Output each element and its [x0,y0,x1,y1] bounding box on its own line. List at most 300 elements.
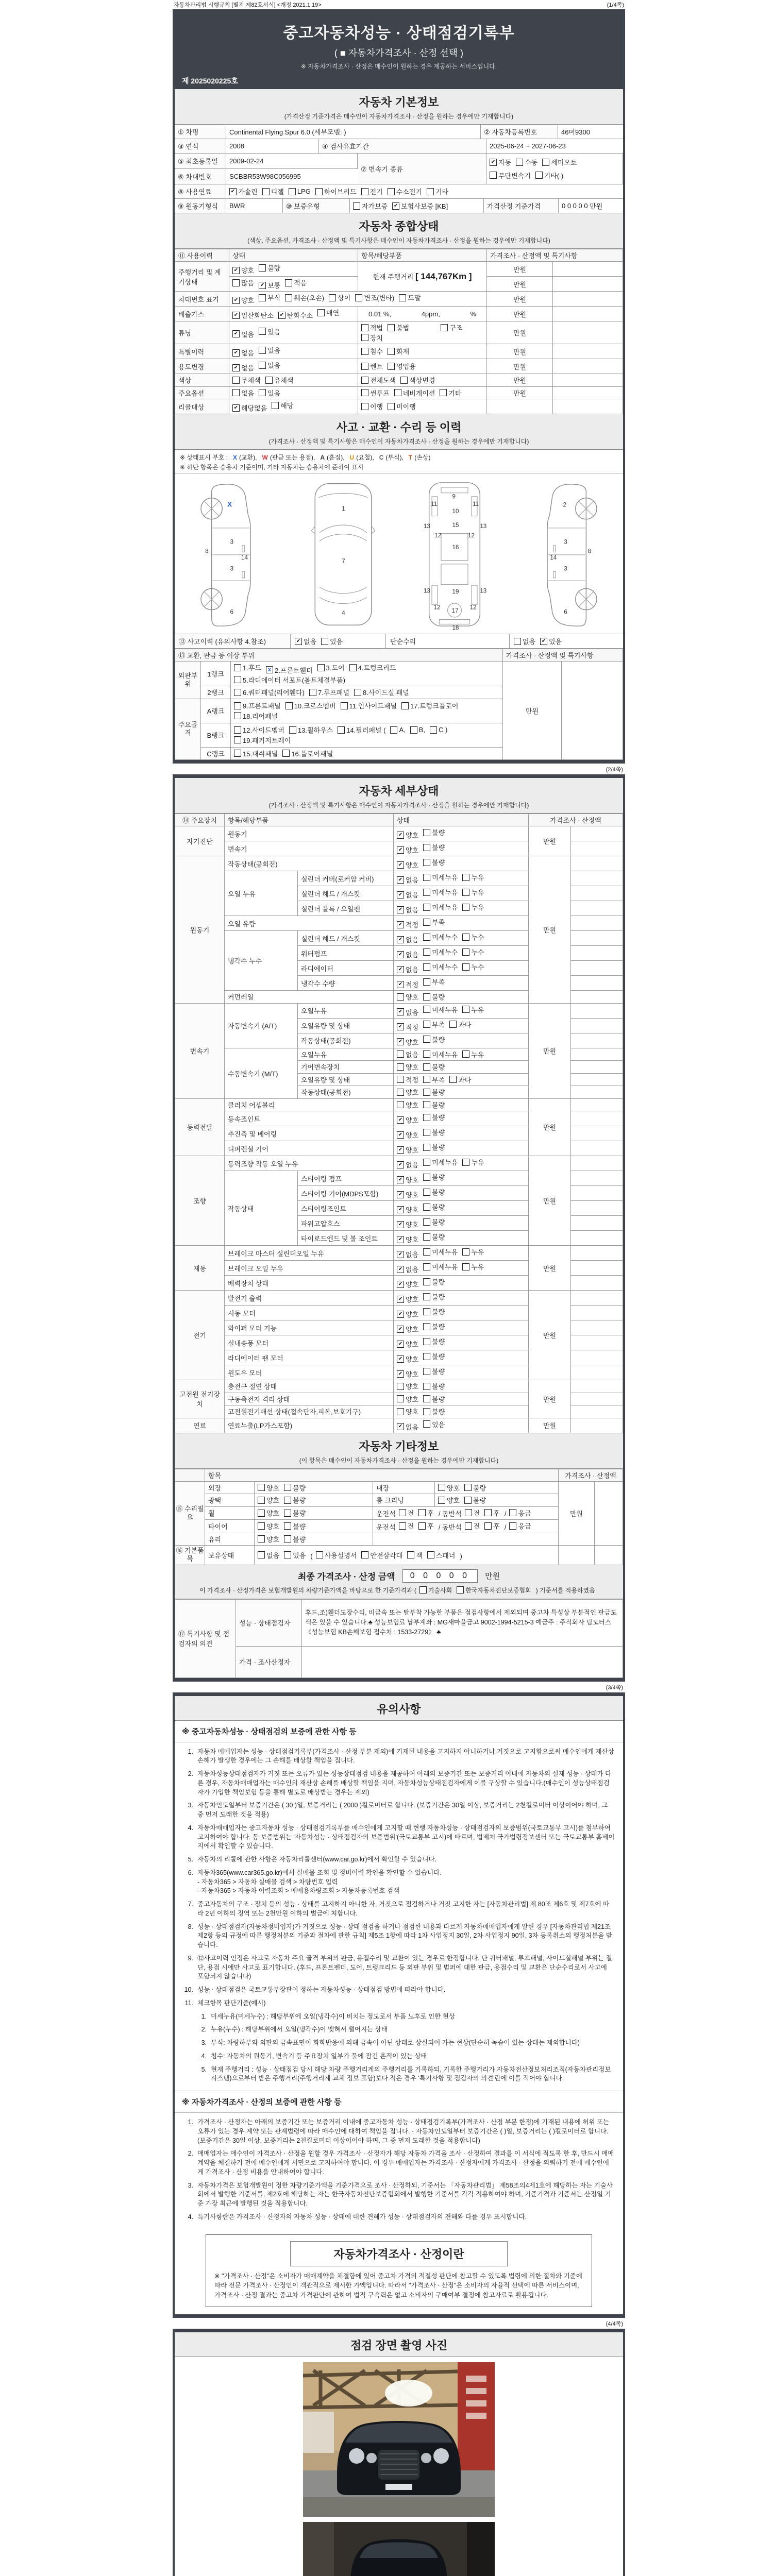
unchecked-box-icon[interactable] [407,1551,414,1558]
checked-box-icon[interactable] [397,1236,404,1243]
checkbox-option[interactable] [401,701,458,710]
checkbox-option[interactable] [427,1550,456,1560]
checked-box-icon[interactable] [397,1266,404,1273]
unchecked-box-icon[interactable] [309,689,316,696]
checkbox-option[interactable] [234,663,261,672]
checkbox-option[interactable] [462,1049,484,1059]
unchecked-box-icon[interactable] [284,1551,291,1558]
checkbox-option[interactable] [388,361,416,371]
unchecked-box-icon[interactable] [449,1076,457,1083]
checked-box-icon[interactable] [397,1423,404,1430]
checkbox-option[interactable] [423,1202,445,1212]
checkbox-option[interactable] [272,400,293,410]
unchecked-box-icon[interactable] [423,1248,430,1256]
unchecked-box-icon[interactable] [423,1368,430,1375]
unchecked-box-icon[interactable] [462,874,469,881]
checkbox-option[interactable] [284,1495,306,1505]
checkbox-option[interactable] [399,293,421,302]
checked-box-icon[interactable] [397,876,404,884]
checkbox-option[interactable] [410,726,425,734]
checkbox-option[interactable] [423,1020,445,1029]
checkbox-option[interactable] [388,323,409,332]
checkbox-option[interactable] [317,663,345,672]
checked-box-icon[interactable] [397,1131,404,1139]
checkbox-option[interactable] [388,187,422,196]
checkbox-option[interactable] [423,992,445,1002]
checkbox-option[interactable] [397,1249,418,1259]
checkbox-option[interactable] [232,388,254,398]
checkbox-option[interactable] [419,1586,452,1595]
checkbox-option[interactable] [361,388,390,398]
checkbox-option[interactable] [427,187,448,196]
checkbox-option[interactable] [295,636,316,646]
checkbox-option[interactable] [397,890,418,900]
checkbox-option[interactable] [232,348,254,358]
unchecked-box-icon[interactable] [258,1510,265,1517]
unchecked-box-icon[interactable] [234,689,241,696]
checked-box-icon[interactable] [397,1161,404,1168]
checked-box-icon[interactable] [397,1355,404,1363]
checkbox-option[interactable] [514,636,535,646]
checkbox-option[interactable] [423,1419,445,1429]
unchecked-box-icon[interactable] [423,1420,430,1428]
checkbox-option[interactable] [390,726,405,734]
checkbox-option[interactable] [423,1062,445,1072]
checkbox-option[interactable] [464,1495,486,1505]
checkbox-option[interactable] [441,323,462,332]
checkbox-option[interactable] [423,1262,458,1272]
unchecked-box-icon[interactable] [284,1535,291,1543]
checkbox-option[interactable] [234,711,278,721]
checkbox-option[interactable] [423,1232,445,1242]
unchecked-box-icon[interactable] [397,1089,404,1096]
checkbox-option[interactable] [397,1130,418,1140]
unchecked-box-icon[interactable] [423,1144,430,1151]
checkbox-option[interactable] [285,293,324,302]
unchecked-box-icon[interactable] [259,347,266,354]
unchecked-box-icon[interactable] [289,726,296,734]
unchecked-box-icon[interactable] [285,702,293,709]
unchecked-box-icon[interactable] [355,294,362,301]
unchecked-box-icon[interactable] [423,904,430,911]
checkbox-option[interactable] [397,979,418,989]
checked-box-icon[interactable] [397,1296,404,1303]
unchecked-box-icon[interactable] [388,403,395,410]
checkbox-option[interactable] [462,932,484,942]
unchecked-box-icon[interactable] [234,664,241,671]
checkbox-option[interactable] [423,1112,445,1122]
checkbox-option[interactable] [509,1521,531,1531]
checkbox-option[interactable] [284,1534,306,1544]
checkbox-option[interactable] [234,701,281,710]
checkbox-option[interactable] [232,329,254,339]
unchecked-box-icon[interactable] [457,1586,464,1594]
checkbox-option[interactable] [449,1075,471,1084]
unchecked-box-icon[interactable] [388,348,395,355]
unchecked-box-icon[interactable] [423,1308,430,1315]
checked-box-icon[interactable] [232,267,240,274]
checkbox-option[interactable] [309,687,349,697]
checkbox-option[interactable] [457,1586,531,1595]
checkbox-option[interactable] [397,1007,418,1017]
unchecked-box-icon[interactable] [423,963,430,971]
unchecked-box-icon[interactable] [410,726,417,734]
checkbox-option[interactable] [423,1035,445,1044]
unchecked-box-icon[interactable] [484,1522,492,1530]
unchecked-box-icon[interactable] [423,1021,430,1028]
unchecked-box-icon[interactable] [397,1076,404,1083]
checkbox-option[interactable] [423,1127,445,1137]
unchecked-box-icon[interactable] [390,726,397,734]
checkbox-option[interactable] [484,1508,500,1518]
unchecked-box-icon[interactable] [397,993,404,1001]
checkbox-option[interactable] [509,1508,531,1518]
unchecked-box-icon[interactable] [262,188,270,195]
unchecked-box-icon[interactable] [234,736,241,743]
unchecked-box-icon[interactable] [418,1522,426,1530]
checkbox-option[interactable] [361,187,383,196]
unchecked-box-icon[interactable] [440,389,447,396]
unchecked-box-icon[interactable] [465,1522,472,1530]
unchecked-box-icon[interactable] [423,889,430,896]
checkbox-option[interactable] [397,860,418,870]
checked-box-icon[interactable] [397,1370,404,1378]
checkbox-option[interactable] [285,278,307,287]
checkbox-option[interactable] [418,1508,434,1518]
unchecked-box-icon[interactable] [315,188,323,195]
checkbox-option[interactable] [259,345,280,355]
unchecked-box-icon[interactable] [259,328,266,335]
checkbox-option[interactable] [259,327,280,336]
unchecked-box-icon[interactable] [423,1089,430,1096]
checkbox-option[interactable] [388,346,409,356]
checkbox-option[interactable] [258,1495,279,1505]
unchecked-box-icon[interactable] [259,389,266,396]
checkbox-option[interactable] [397,920,418,929]
unchecked-box-icon[interactable] [423,993,430,1001]
unchecked-box-icon[interactable] [423,919,430,926]
unchecked-box-icon[interactable] [423,859,430,866]
checkbox-option[interactable] [397,1175,418,1184]
checkbox-option[interactable] [423,1277,445,1286]
unchecked-box-icon[interactable] [465,1509,472,1516]
unchecked-box-icon[interactable] [535,172,543,179]
unchecked-box-icon[interactable] [462,904,469,911]
checkbox-option[interactable] [397,1205,418,1214]
unchecked-box-icon[interactable] [423,1050,430,1058]
checkbox-option[interactable] [423,1049,458,1059]
unchecked-box-icon[interactable] [388,188,395,195]
unchecked-box-icon[interactable] [423,1293,430,1300]
checked-box-icon[interactable] [278,312,285,319]
checkbox-option[interactable] [423,1247,458,1257]
checked-box-icon[interactable] [397,846,404,854]
checkbox-option[interactable] [232,403,267,413]
unchecked-box-icon[interactable] [234,726,241,734]
checkbox-option[interactable] [540,636,562,646]
unchecked-box-icon[interactable] [462,948,469,956]
unchecked-box-icon[interactable] [361,363,368,370]
checkbox-option[interactable] [397,1339,418,1349]
checkbox-option[interactable] [284,1508,306,1518]
unchecked-box-icon[interactable] [462,1248,469,1256]
unchecked-box-icon[interactable] [464,1497,472,1504]
unchecked-box-icon[interactable] [317,309,325,316]
unchecked-box-icon[interactable] [462,963,469,971]
unchecked-box-icon[interactable] [423,1129,430,1136]
unchecked-box-icon[interactable] [361,188,368,195]
checkbox-option[interactable] [516,157,537,167]
checkbox-option[interactable] [354,687,409,697]
checkbox-option[interactable] [278,310,313,320]
unchecked-box-icon[interactable] [234,702,241,709]
checkbox-option[interactable] [462,1157,484,1167]
unchecked-box-icon[interactable] [423,934,430,941]
unchecked-box-icon[interactable] [441,324,448,331]
checkbox-option[interactable] [265,375,294,385]
checked-box-icon[interactable] [397,832,404,839]
checkbox-option[interactable] [321,636,343,646]
unchecked-box-icon[interactable] [423,1189,430,1196]
unchecked-box-icon[interactable] [361,403,368,410]
unchecked-box-icon[interactable] [509,1509,516,1516]
checkbox-option[interactable] [397,1100,418,1110]
checkbox-option[interactable] [397,1234,418,1244]
checkbox-option[interactable] [234,725,284,735]
checked-box-icon[interactable] [397,1038,404,1045]
checkbox-option[interactable] [258,1550,279,1560]
checkbox-option[interactable] [423,1187,445,1197]
checkbox-option[interactable] [397,830,418,840]
checkbox-option[interactable] [490,157,511,167]
unchecked-box-icon[interactable] [462,934,469,941]
checkbox-option[interactable] [282,749,333,758]
unchecked-box-icon[interactable] [361,348,368,355]
checkbox-option[interactable] [397,1087,418,1097]
checkbox-option[interactable] [423,1321,445,1331]
checked-box-icon[interactable] [397,936,404,943]
unchecked-box-icon[interactable] [258,1497,265,1504]
checkbox-option[interactable] [397,1406,418,1416]
unchecked-box-icon[interactable] [397,1395,404,1402]
checkbox-option[interactable] [423,962,458,972]
checkbox-option[interactable] [397,950,418,959]
unchecked-box-icon[interactable] [423,1323,430,1330]
checkbox-option[interactable] [490,171,531,180]
checkbox-option[interactable] [423,1394,445,1404]
checkbox-option[interactable] [361,375,396,385]
checkbox-option[interactable] [397,1422,418,1432]
checkbox-option[interactable] [284,1550,306,1560]
checkbox-option[interactable] [388,401,416,411]
checkbox-option[interactable] [234,675,345,685]
checked-box-icon[interactable] [392,202,399,210]
checkbox-option[interactable] [400,375,435,385]
checkbox-option[interactable] [361,333,383,343]
unchecked-box-icon[interactable] [361,389,368,396]
unchecked-box-icon[interactable] [232,389,240,396]
checkbox-option[interactable] [535,171,563,180]
checkbox-option[interactable] [349,663,396,672]
checkbox-option[interactable] [423,932,458,942]
checkbox-option[interactable] [423,1336,445,1346]
unchecked-box-icon[interactable] [400,377,408,384]
checkbox-option[interactable] [423,1075,445,1084]
checked-box-icon[interactable] [397,891,404,899]
checkbox-option[interactable] [423,977,445,987]
unchecked-box-icon[interactable] [399,294,406,301]
checkbox-option[interactable] [462,872,484,882]
unchecked-box-icon[interactable] [542,159,549,166]
checkbox-option[interactable] [438,1483,460,1493]
checkbox-option[interactable] [423,1157,458,1167]
checked-box-icon[interactable] [397,981,404,988]
checkbox-option[interactable] [440,388,461,398]
checkbox-option[interactable] [317,308,339,317]
checkbox-option[interactable] [464,1483,486,1493]
checkbox-option[interactable] [423,1351,445,1361]
checkbox-option[interactable] [392,201,448,211]
unchecked-box-icon[interactable] [284,1484,291,1491]
unchecked-box-icon[interactable] [399,1522,406,1530]
unchecked-box-icon[interactable] [514,638,521,645]
checkbox-option[interactable] [399,1521,414,1531]
unchecked-box-icon[interactable] [234,712,241,719]
unchecked-box-icon[interactable] [423,948,430,956]
checkbox-option[interactable] [397,1190,418,1199]
checkbox-option[interactable] [355,293,394,302]
checkbox-option[interactable] [423,842,445,852]
unchecked-box-icon[interactable] [423,874,430,881]
unchecked-box-icon[interactable] [462,1159,469,1166]
checkbox-option[interactable] [266,665,313,675]
unchecked-box-icon[interactable] [423,1063,430,1071]
checked-box-icon[interactable] [397,951,404,958]
checkbox-option[interactable] [234,749,278,758]
unchecked-box-icon[interactable] [423,1395,430,1402]
checkbox-option[interactable] [361,1550,402,1560]
unchecked-box-icon[interactable] [462,889,469,896]
checkbox-option[interactable] [462,1262,484,1272]
checkbox-option[interactable] [397,992,418,1002]
checkbox-option[interactable] [465,1508,480,1518]
checkbox-option[interactable] [397,1049,418,1059]
unchecked-box-icon[interactable] [423,1408,430,1415]
unchecked-box-icon[interactable] [397,1050,404,1058]
checked-box-icon[interactable] [397,1251,404,1258]
checkbox-option[interactable] [407,1550,423,1560]
unchecked-box-icon[interactable] [338,726,345,734]
checked-box-icon[interactable] [397,1008,404,1015]
unchecked-box-icon[interactable] [423,1101,430,1108]
unchecked-box-icon[interactable] [423,1036,430,1043]
checkbox-option[interactable] [397,964,418,974]
unchecked-box-icon[interactable] [427,1551,434,1558]
checkbox-option[interactable] [353,201,388,211]
checked-box-icon[interactable] [397,1191,404,1198]
unchecked-box-icon[interactable] [462,1263,469,1270]
checked-box-icon[interactable] [540,638,547,645]
checkbox-option[interactable] [397,1354,418,1364]
unchecked-box-icon[interactable] [462,1006,469,1013]
checkbox-option[interactable] [397,1075,418,1084]
unchecked-box-icon[interactable] [272,402,279,409]
checkbox-option[interactable] [465,1521,480,1531]
unchecked-box-icon[interactable] [423,1159,430,1166]
unchecked-box-icon[interactable] [285,294,292,301]
unchecked-box-icon[interactable] [423,1114,430,1121]
unchecked-box-icon[interactable] [423,1383,430,1390]
checked-box-icon[interactable] [397,966,404,973]
checkbox-option[interactable] [232,278,254,287]
checkbox-option[interactable] [449,1020,471,1029]
checked-box-icon[interactable] [397,1023,404,1030]
checked-box-icon[interactable] [397,1281,404,1288]
unchecked-box-icon[interactable] [449,1021,457,1028]
checked-box-icon[interactable] [397,1221,404,1228]
unchecked-box-icon[interactable] [418,1509,426,1516]
unchecked-box-icon[interactable] [464,1484,472,1491]
checked-box-icon[interactable] [232,312,240,319]
checkbox-option[interactable] [397,1115,418,1125]
checked-box-icon[interactable] [397,921,404,928]
checkbox-option[interactable] [234,687,305,697]
unchecked-box-icon[interactable] [316,1551,323,1558]
unchecked-box-icon[interactable] [423,1218,430,1226]
checked-box-icon[interactable] [397,1341,404,1348]
checked-box-icon[interactable] [397,1326,404,1333]
checkbox-option[interactable] [397,1062,418,1072]
unchecked-box-icon[interactable] [259,264,266,272]
checkbox-option[interactable] [258,1534,279,1544]
checkbox-option[interactable] [462,887,484,897]
checkbox-option[interactable] [462,947,484,957]
checkbox-option[interactable] [484,1521,500,1531]
checkbox-option[interactable] [423,872,458,882]
unchecked-box-icon[interactable] [423,1006,430,1013]
checkbox-option[interactable] [423,947,458,957]
checked-box-icon[interactable] [397,1206,404,1213]
checkbox-option[interactable] [361,323,383,332]
checked-box-icon[interactable] [232,330,240,337]
checked-box-icon[interactable] [397,1176,404,1183]
checkbox-option[interactable] [397,1324,418,1334]
unchecked-box-icon[interactable] [423,1076,430,1083]
unchecked-box-icon[interactable] [282,750,290,757]
unchecked-box-icon[interactable] [232,279,240,286]
checkbox-option[interactable] [462,1247,484,1257]
checkbox-option[interactable] [262,187,284,196]
unchecked-box-icon[interactable] [361,334,368,341]
checkbox-option[interactable] [258,1521,279,1531]
checkbox-option[interactable] [397,875,418,885]
checkbox-option[interactable] [232,295,254,305]
unchecked-box-icon[interactable] [258,1535,265,1543]
checkbox-option[interactable] [423,1381,445,1391]
unchecked-box-icon[interactable] [289,188,296,195]
checked-box-icon[interactable] [490,159,497,166]
checked-box-icon[interactable] [266,666,273,673]
checkbox-option[interactable] [423,887,458,897]
unchecked-box-icon[interactable] [438,1484,445,1491]
unchecked-box-icon[interactable] [401,702,409,709]
checkbox-option[interactable] [397,1381,418,1391]
unchecked-box-icon[interactable] [361,1551,368,1558]
unchecked-box-icon[interactable] [509,1522,516,1530]
checkbox-option[interactable] [397,1279,418,1289]
unchecked-box-icon[interactable] [329,294,336,301]
unchecked-box-icon[interactable] [397,1408,404,1415]
